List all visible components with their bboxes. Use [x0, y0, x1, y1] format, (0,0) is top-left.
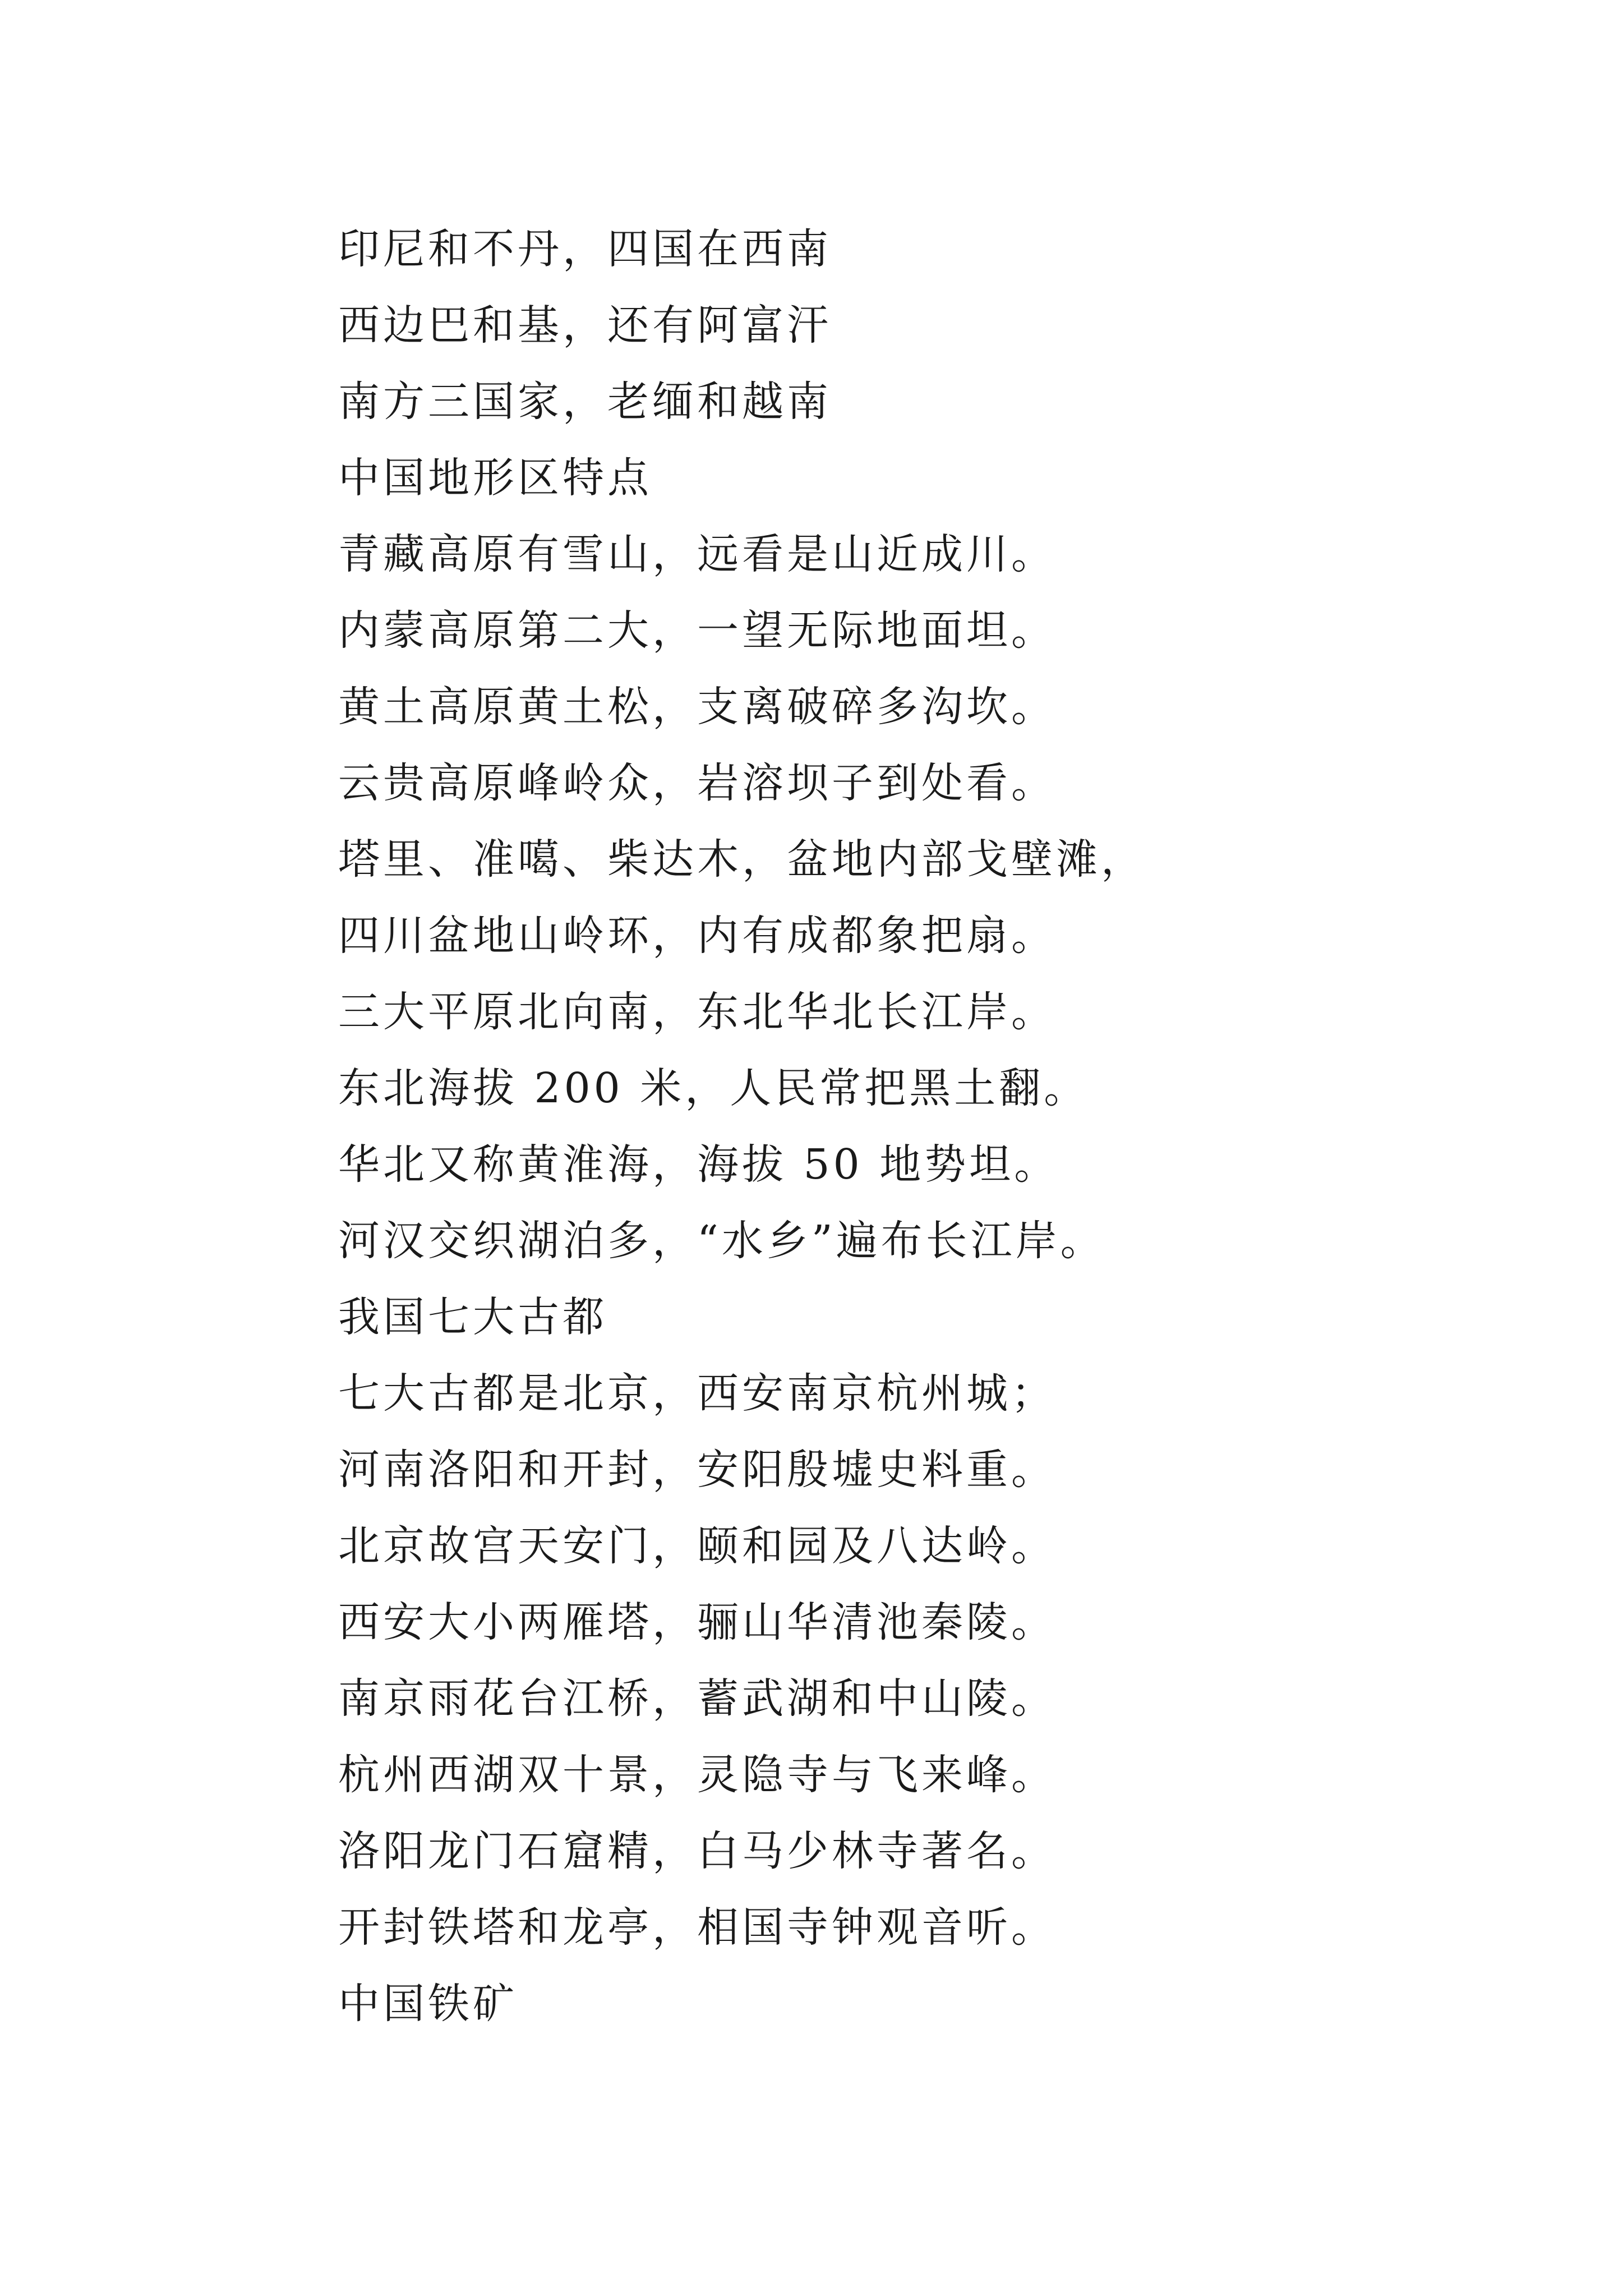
text-line: 南方三国家，老缅和越南: [338, 378, 832, 426]
text-line: 南京雨花台江桥，蓄武湖和中山陵。: [338, 1674, 1056, 1723]
text-line: 青藏高原有雪山，远看是山近成川。: [338, 530, 1056, 578]
text-line: 西边巴和基，还有阿富汗: [338, 301, 832, 349]
text-line: 开封铁塔和龙亭，相国寺钟观音听。: [338, 1903, 1056, 1952]
text-body: [338, 211, 1516, 2042]
text-line: 西安大小两雁塔，骊山华清池秦陵。: [338, 1598, 1056, 1646]
text-line: 杭州西湖双十景，灵隐寺与飞来峰。: [338, 1751, 1056, 1799]
text-line: 北京故宫天安门，颐和园及八达岭。: [338, 1522, 1056, 1570]
text-line: 塔里、准噶、柴达木，盆地内部戈壁滩，: [338, 835, 1146, 884]
text-line: 印尼和不丹，四国在西南: [338, 225, 832, 273]
section-heading: 中国地形区特点: [338, 454, 652, 502]
text-line: 七大古都是北京，西安南京杭州城；: [338, 1369, 1056, 1418]
text-line: 云贵高原峰岭众，岩溶坝子到处看。: [338, 759, 1056, 807]
section-heading: 中国铁矿: [338, 1980, 518, 2028]
text-line: 洛阳龙门石窟精，白马少林寺著名。: [338, 1827, 1056, 1875]
text-line: 华北又称黄淮海，海拔 50 地势坦。: [338, 1140, 1059, 1189]
text-line: 河南洛阳和开封，安阳殷墟史料重。: [338, 1446, 1056, 1494]
text-line: 黄土高原黄土松，支离破碎多沟坎。: [338, 683, 1056, 731]
text-line: 河汉交织湖泊多，“水乡”遍布长江岸。: [338, 1217, 1105, 1265]
text-line: 东北海拔 200 米，人民常把黑土翻。: [338, 1064, 1089, 1112]
text-line: 内蒙高原第二大，一望无际地面坦。: [338, 606, 1056, 655]
text-line: 四川盆地山岭环，内有成都象把扇。: [338, 912, 1056, 960]
text-line: 三大平原北向南，东北华北长江岸。: [338, 988, 1056, 1036]
section-heading: 我国七大古都: [338, 1293, 607, 1341]
